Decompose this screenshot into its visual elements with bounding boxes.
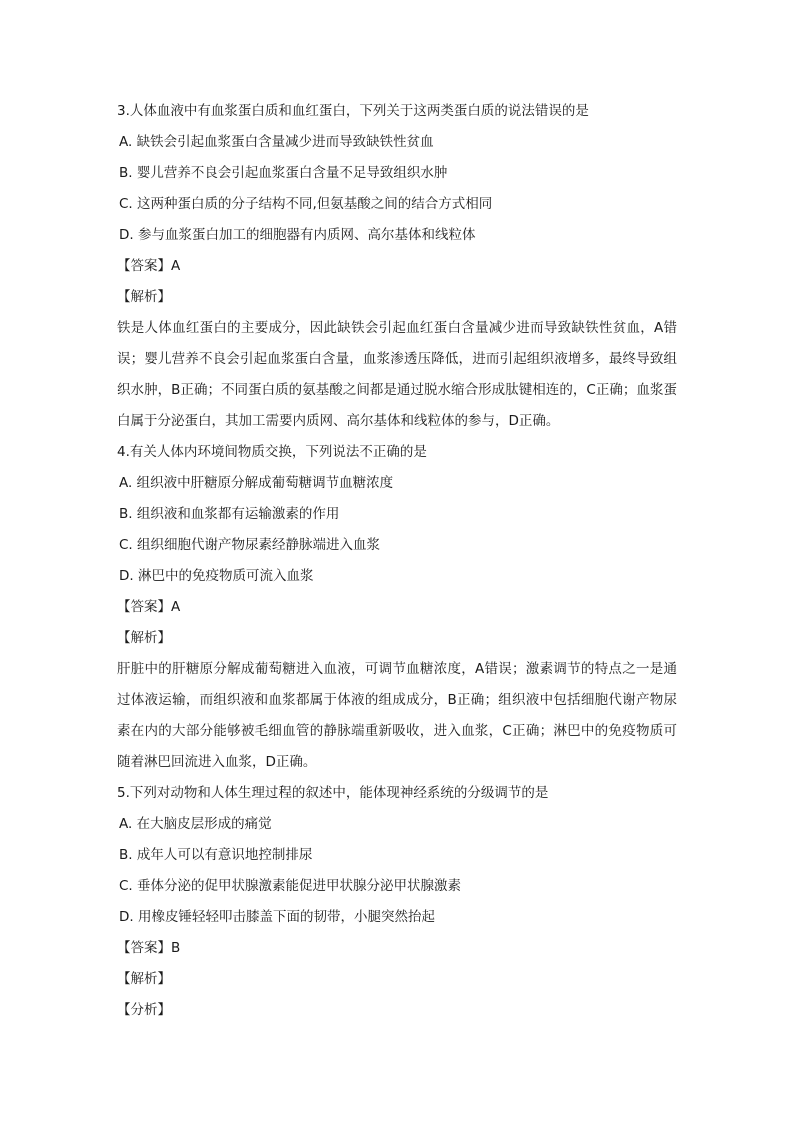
question-5-option-b: B. 成年人可以有意识地控制排尿 — [119, 847, 313, 863]
document-page — [117, 96, 677, 1026]
question-5-option-c: C. 垂体分泌的促甲状腺激素能促进甲状腺分泌甲状腺激素 — [119, 878, 462, 894]
question-3-option-b: B. 婴儿营养不良会引起血浆蛋白含量不足导致组织水肿 — [119, 165, 448, 181]
question-3-analysis-label: 【解析】 — [117, 289, 171, 305]
question-5-answer: 【答案】B — [117, 940, 181, 956]
question-5-stem: 5.下列对动物和人体生理过程的叙述中，能体现神经系统的分级调节的是 — [117, 785, 549, 801]
question-5-fenxi-label: 【分析】 — [117, 1002, 171, 1018]
question-4-option-d: D. 淋巴中的免疫物质可流入血浆 — [119, 568, 314, 584]
question-3-option-d: D. 参与血浆蛋白加工的细胞器有内质网、高尔基体和线粒体 — [119, 227, 476, 243]
question-3-analysis: 铁是人体血红蛋白的主要成分，因此缺铁会引起血红蛋白含量减少进而导致缺铁性贫血，A错误；婴儿营养不良会引起血浆蛋白含量，血浆渗透压降低，进而引起组织液增多，最终导致组织水肿，B正确；不同蛋白质的氨基酸之间都是通过脱水缩合形成肽键相连的，C正确；血浆蛋白属于分泌蛋白，其加工需要内质网、高尔基体和线粒体的参与，D正确。 — [117, 320, 677, 429]
question-5-analysis-label: 【解析】 — [117, 971, 171, 987]
question-3-option-c: C. 这两种蛋白质的分子结构不同,但氨基酸之间的结合方式相同 — [119, 196, 493, 212]
question-3-stem: 3.人体血液中有血浆蛋白质和血红蛋白，下列关于这两类蛋白质的说法错误的是 — [117, 103, 589, 119]
question-4-option-b: B. 组织液和血浆都有运输激素的作用 — [119, 506, 340, 522]
question-4-option-c: C. 组织细胞代谢产物尿素经静脉端进入血浆 — [119, 537, 381, 553]
question-4-analysis: 肝脏中的肝糖原分解成葡萄糖进入血液，可调节血糖浓度，A错误；激素调节的特点之一是通过体液运输，而组织液和血浆都属于体液的组成成分，B正确；组织液中包括细胞代谢产物尿素在内的大部分能够被毛细血管的静脉端重新吸收，进入血浆，C正确；淋巴中的免疫物质可随着淋巴回流进入血浆，D正确。 — [117, 661, 677, 770]
question-4-answer: 【答案】A — [117, 599, 181, 615]
question-3-answer: 【答案】A — [117, 258, 181, 274]
question-5-option-d: D. 用橡皮锤轻轻叩击膝盖下面的韧带，小腿突然抬起 — [119, 909, 435, 925]
question-5-option-a: A. 在大脑皮层形成的痛觉 — [119, 816, 272, 832]
question-4-option-a: A. 组织液中肝糖原分解成葡萄糖调节血糖浓度 — [119, 475, 394, 491]
question-4-analysis-label: 【解析】 — [117, 630, 171, 646]
question-3-option-a: A. 缺铁会引起血浆蛋白含量减少进而导致缺铁性贫血 — [119, 134, 434, 150]
question-4-stem: 4.有关人体内环境间物质交换，下列说法不正确的是 — [117, 444, 427, 460]
